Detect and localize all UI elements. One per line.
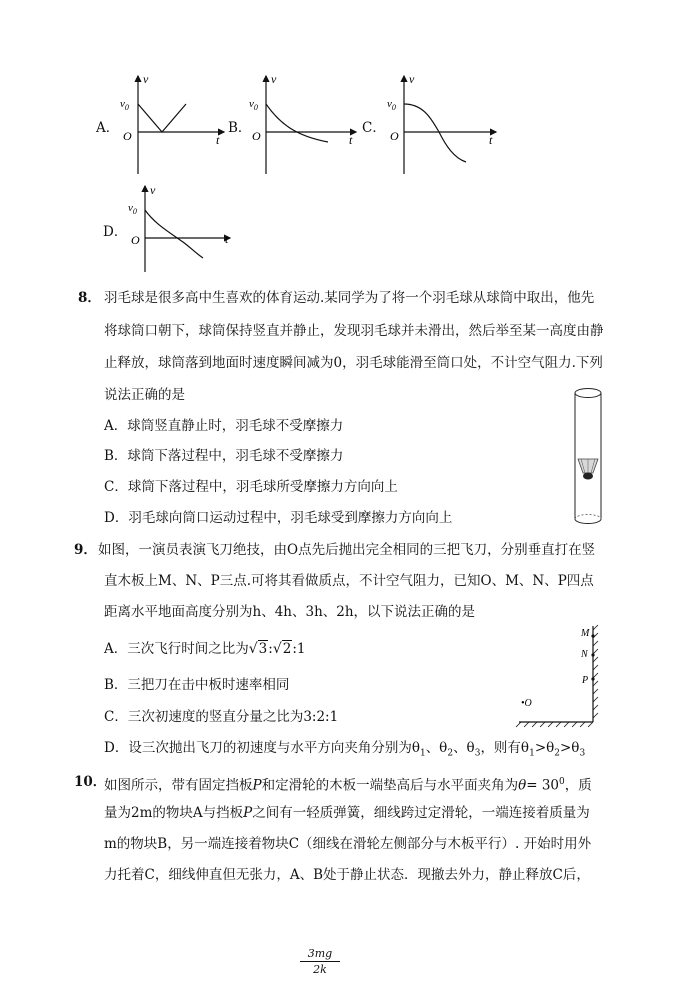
q8-line-4: 说法正确的是 [104,387,185,403]
q8-option-a: A．球筒竖直静止时，羽毛球不受摩擦力 [104,418,344,434]
svg-text:v: v [409,72,415,86]
graph-option-d [103,180,243,275]
option-letter: B． [228,120,252,136]
v-axis-label: v [143,72,149,86]
q10-line-2: 量为2m的物块A与挡板P之间有一轻质弹簧，细线跨过定滑轮，一端连接着质量为 [104,805,590,821]
footer-fraction [300,947,340,976]
vt-graph-c [384,70,502,180]
svg-text:v0: $v_0$ [387,98,396,112]
q9-option-b: B．三把刀在击中板时速率相同 [104,677,290,693]
svg-text:P: P [582,675,589,686]
question-10-number: 10． [74,774,107,790]
svg-text:•O: •O [521,698,532,709]
q9-option-c: C．三次初速度的竖直分量之比为3:2:1 [104,709,339,725]
svg-text:t: t [489,133,493,147]
svg-text:v: v [271,72,277,86]
graph-option-a [96,70,231,180]
vt-graph-b [246,70,361,180]
q8-option-c: C．球筒下落过程中，羽毛球所受摩擦力方向向上 [104,479,398,495]
svg-text:v: v [150,183,156,197]
svg-text:t: t [216,133,220,147]
q9-line-1: 如图，一演员表演飞刀绝技，由O点先后抛出完全相同的三把飞刀，分别垂直打在竖 [98,542,596,558]
q8-line-3: 止释放，球筒落到地面时速度瞬间减为0，羽毛球能滑至筒口处，不计空气阻力.下列 [104,355,603,371]
option-letter: A． [96,120,120,136]
q9-line-3: 距离水平地面高度分别为h、4h、3h、2h，以下说法正确的是 [104,604,476,620]
q9-option-a: A．三次飞行时间之比为√3:√2:1 [104,641,306,657]
fraction-denominator: 2k [313,963,327,976]
q9-line-2: 直木板上M、N、P三点.可将其看做质点，不计空气阻力，已知O、M、N、P四点 [104,573,594,589]
graph-option-c [362,70,502,180]
svg-text:O: O [390,129,399,143]
q8-line-1: 羽毛球是很多高中生喜欢的体育运动.某同学为了将一个羽毛球从球筒中取出，他先 [104,290,595,306]
svg-text:v0: $v_0$ [120,98,129,112]
svg-text:M: M [581,628,590,639]
q8-option-b: B．球筒下落过程中，羽毛球不受摩擦力 [104,448,344,464]
svg-text:v0: $v_0$ [249,98,258,112]
flying-knife-figure [505,622,600,730]
q9-option-d: D．设三次抛出飞刀的初速度与水平方向夹角分别为$\theta_1$、$\theta_2$、$\theta_3$，则有$\theta_1>\theta_2>\theta_3$ [104,740,586,759]
graph-option-b [228,70,363,180]
svg-text:N: N [581,649,588,660]
q8-option-d: D．羽毛球向筒口运动过程中，羽毛球受到摩擦力方向向上 [104,510,453,526]
question-9-number: 9． [74,542,97,558]
q10-line-4: 力托着C，细线伸直但无张力，A、B处于静止状态．现撤去外力，静止释放C后， [104,867,590,883]
q10-line-3: m的物块B，另一端连接着物块C（细线在滑轮左侧部分与木板平行）. 开始时用外 [104,836,592,852]
svg-text:O: O [131,233,140,247]
vt-graph-a [116,70,231,180]
svg-text:O: O [123,129,132,143]
fraction-numerator: 3mg [300,947,340,962]
option-letter: C． [362,120,386,136]
svg-text:O: O [252,129,261,143]
svg-text:v0: $v_0$ [128,202,137,216]
svg-text:t: t [349,133,353,147]
svg-text:t: t [225,232,229,246]
q10-line-1: 如图所示，带有固定挡板P和定滑轮的木板一端垫高后与水平面夹角为$\theta= 30^0$，质 [104,777,592,794]
option-letter: D． [103,224,128,240]
q8-line-2: 将球筒口朝下，球筒保持竖直并静止，发现羽毛球并未滑出，然后举至某一高度由静 [104,323,604,339]
shuttlecock-tube-figure [566,387,610,527]
vt-graph-d [125,180,243,275]
question-8-number: 8． [78,290,101,306]
